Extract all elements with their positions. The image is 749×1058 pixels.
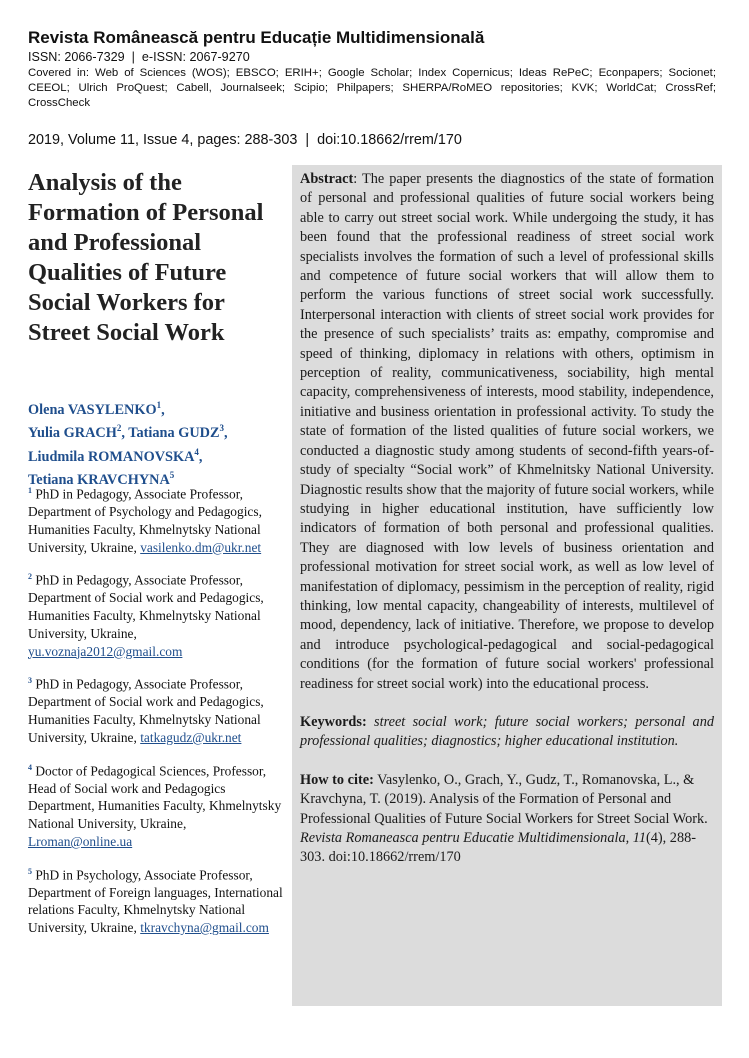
- affiliation-1: [28, 482, 290, 556]
- author-marker: 5: [169, 469, 175, 480]
- author-name: Olena VASYLENKO: [28, 401, 157, 418]
- author-email-link[interactable]: yu.voznaja2012@gmail.com: [28, 643, 183, 659]
- affiliation-text: Doctor of Pedagogical Sciences, Professor, Head of Social work and Pedagogics Department, Humanities Faculty, Khmelnytsky National University, Ukraine,: [28, 763, 282, 832]
- citation-journal: Revista Romaneasca pentru Educatie Multidimensionala, 11: [300, 830, 646, 846]
- author-name: Tatiana GUDZ: [128, 425, 220, 442]
- affiliation-marker: 3: [28, 676, 32, 686]
- citation-text: Vasylenko, O., Grach, Y., Gudz, T., Romanovska, L., & Kravchyna, T. (2019). Analysis of the Formation of Personal and Professional Qualities of Future Social Workers for Street Social Work.: [300, 771, 708, 827]
- citation-paragraph: [300, 771, 714, 868]
- abstract-label: Abstract: [300, 171, 354, 187]
- affiliation-marker: 5: [28, 866, 32, 876]
- author-name: Liudmila ROMANOVSKA: [28, 448, 195, 465]
- affiliation-marker: 1: [28, 486, 32, 495]
- author-email-link[interactable]: vasilenko.dm@ukr.net: [140, 539, 262, 555]
- issue-info: 2019, Volume 11, Issue 4, pages: 288-303 | doi:10.18662/rrem/170: [28, 132, 462, 148]
- abstract-content: [300, 170, 714, 868]
- affiliation-2: [28, 568, 290, 660]
- author-marker: 3: [219, 423, 224, 434]
- author-list: [28, 396, 290, 489]
- author-line-3: Liudmila ROMANOVSKA$^4$,: [28, 446, 203, 465]
- affiliation-5: [28, 863, 290, 937]
- issn-line: ISSN: 2066-7329 | e-ISSN: 2067-9270: [28, 50, 250, 64]
- author-name: Yulia GRACH: [28, 425, 117, 442]
- author-line-1: Olena VASYLENKO$^1$,: [28, 400, 165, 418]
- author-marker: 1: [156, 400, 162, 410]
- author-marker: 4: [194, 446, 199, 457]
- indexing-list: Covered in: Web of Sciences (WOS); EBSCO; ERIH+; Google Scholar; Index Copernicus; Ideas RePeC; Econpapers; Socionet; CEEOL; Ulrich ProQuest; Cabell, Journalseek; Scipio; Philpapers; SHERPA/RoMEO repositories; KVK; WorldCat; CrossRef; CrossCheck: [28, 67, 716, 109]
- author-email-link[interactable]: tkravchyna@gmail.com: [140, 920, 269, 936]
- abstract-text: : The paper presents the diagnostics of the state of formation of personal and professional qualities of future social workers being able to carry out street social work. While undergoing the study, it has been found that the professional readiness of street social work specialists involves the formation of such a level of professional skills and competence of future social workers that will allow them to perform the various functions of street social work successfully. Interpersonal interaction with clients of street social work provides for the presence of such specialists’ traits as: empathy, compromise and speed of thinking, diplomacy in relations with others, optimism in perception of reality, communicativeness, sociability, high mental capacity, comprehensiveness of interests, mood stability, independence, initiative and business orientation in professional activity. To study the state of formation of the listed qualities of future social workers, we conducted a diagnostic study among students of second-fifth years-of-study of specialty “Social work” of Khmelnitsky National University. Diagnostic results show that the majority of future social workers, while studying in higher educational institution, have sufficiently low indicators of formation of both personal and professional qualities. They are diagnosed with low levels of business orientation and professional motivation for street social work, as well as low level of manifestation of diplomacy, pessimism in the perception of reality, rigid thinking, low mental capacity, changeability of interests, multilevel of mood, dependency, lack of initiative. Therefore, we propose to develop and introduce psychological-pedagogical and social-pedagogical conditions (for the formation of future social workers' professional readiness for street social work) into the educational process.: [300, 171, 714, 692]
- citation-label: How to cite:: [300, 771, 374, 788]
- author-name: Tetiana KRAVCHYNA: [28, 471, 170, 488]
- affiliation-text: PhD in Pedagogy, Associate Professor, Department of Social work and Pedagogics, Humanities Faculty, Khmelnytsky National University, Ukraine,: [28, 572, 264, 641]
- author-email-link[interactable]: Lroman@online.ua: [28, 833, 133, 849]
- affiliation-text: PhD in Psychology, Associate Professor, Department of Foreign languages, International relations Faculty, Khmelnytsky National University, Ukraine,: [28, 867, 283, 936]
- affiliation-text: PhD in Pedagogy, Associate Professor, Department of Social work and Pedagogics, Humanities Faculty, Khmelnytsky National University, Ukraine,: [28, 676, 264, 745]
- abstract-paragraph: [300, 170, 714, 694]
- article-title: Analysis of the Formation of Personal and Professional Qualities of Future Social Workers for Street Social Work: [28, 169, 264, 346]
- affiliation-list: [28, 482, 290, 949]
- author-line-2: Yulia GRACH$^2$, Tatiana GUDZ$^3$,: [28, 423, 228, 442]
- keywords-paragraph: [300, 713, 714, 752]
- author-email-link[interactable]: tatkagudz@ukr.net: [140, 729, 242, 745]
- affiliation-4: [28, 759, 290, 851]
- affiliation-marker: 4: [28, 762, 32, 772]
- journal-title: Revista Românească pentru Educație Multidimensională: [28, 28, 485, 47]
- citation-issue: (4), 288-303. doi:10.18662/rrem/170: [300, 830, 697, 866]
- abstract-panel: [292, 165, 722, 1006]
- keywords-label: Keywords:: [300, 713, 367, 730]
- keywords-text: street social work; future social workers; personal and professional qualities; diagnostics; higher educational institution.: [300, 713, 714, 750]
- affiliation-text: PhD in Pedagogy, Associate Professor, Department of Psychology and Pedagogics, Humanities Faculty, Khmelnytsky National University, Ukraine,: [28, 486, 262, 555]
- affiliation-3: [28, 672, 290, 746]
- author-marker: 2: [116, 423, 122, 434]
- affiliation-marker: 2: [28, 572, 32, 582]
